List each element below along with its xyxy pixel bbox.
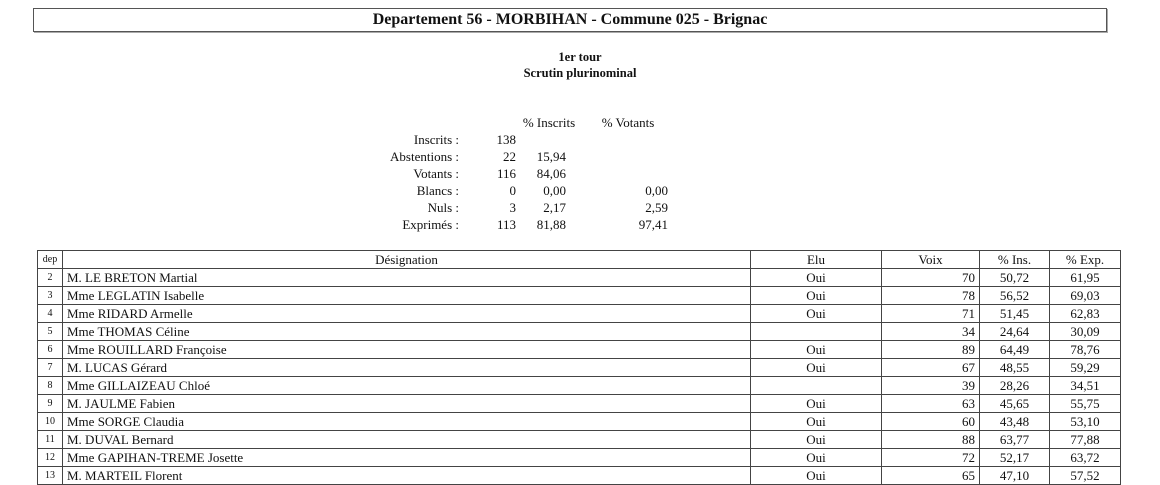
cell-pct-exp: 69,03 [1050, 287, 1121, 305]
summary-pct-votants: 0,00 [645, 183, 668, 198]
summary-pct-inscrits: 81,88 [536, 217, 566, 232]
cell-dep: 2 [38, 269, 63, 287]
table-row [38, 323, 1121, 341]
cell-voix: 60 [882, 413, 980, 431]
col-pct-ins: % Ins. [980, 251, 1050, 269]
results-table [37, 250, 1121, 485]
col-designation: Désignation [63, 251, 751, 269]
cell-voix: 88 [882, 431, 980, 449]
cell-designation: M. JAULME Fabien [63, 395, 751, 413]
cell-pct-exp: 55,75 [1050, 395, 1121, 413]
cell-designation: M. MARTEIL Florent [63, 467, 751, 485]
cell-pct-exp: 53,10 [1050, 413, 1121, 431]
cell-voix: 78 [882, 287, 980, 305]
col-dep: dep [38, 251, 63, 269]
cell-designation: Mme ROUILLARD Françoise [63, 341, 751, 359]
table-row [38, 341, 1121, 359]
summary-value: 138 [496, 132, 516, 147]
summary-label: Abstentions : [390, 149, 459, 164]
table-row [38, 467, 1121, 485]
cell-pct-ins: 28,26 [980, 377, 1050, 395]
cell-pct-ins: 52,17 [980, 449, 1050, 467]
cell-elu: Oui [751, 449, 882, 467]
summary-label: Nuls : [427, 200, 459, 215]
cell-pct-exp: 77,88 [1050, 431, 1121, 449]
summary-pct-votants: 2,59 [645, 200, 668, 215]
col-pct-inscrits: % Inscrits [522, 115, 576, 130]
summary-value: 116 [496, 166, 516, 181]
cell-pct-ins: 24,64 [980, 323, 1050, 341]
cell-designation: Mme RIDARD Armelle [63, 305, 751, 323]
cell-dep: 6 [38, 341, 63, 359]
cell-dep: 9 [38, 395, 63, 413]
cell-voix: 39 [882, 377, 980, 395]
page-title: Departement 56 - MORBIHAN - Commune 025 - Brignac [33, 8, 1107, 32]
summary-label: Inscrits : [413, 132, 459, 147]
cell-pct-ins: 48,55 [980, 359, 1050, 377]
table-row [38, 359, 1121, 377]
summary-pct-inscrits: 0,00 [543, 183, 566, 198]
cell-designation: M. DUVAL Bernard [63, 431, 751, 449]
summary-pct-inscrits: 2,17 [543, 200, 566, 215]
cell-elu [751, 377, 882, 395]
cell-pct-exp: 30,09 [1050, 323, 1121, 341]
cell-voix: 63 [882, 395, 980, 413]
cell-pct-exp: 62,83 [1050, 305, 1121, 323]
col-voix: Voix [882, 251, 980, 269]
cell-elu: Oui [751, 359, 882, 377]
cell-pct-ins: 43,48 [980, 413, 1050, 431]
cell-dep: 13 [38, 467, 63, 485]
table-row [38, 413, 1121, 431]
summary-pct-votants: 97,41 [638, 217, 668, 232]
col-pct-votants: % Votants [601, 115, 655, 130]
col-pct-exp: % Exp. [1050, 251, 1121, 269]
cell-dep: 10 [38, 413, 63, 431]
cell-dep: 11 [38, 431, 63, 449]
cell-designation: Mme GAPIHAN-TREME Josette [63, 449, 751, 467]
cell-dep: 7 [38, 359, 63, 377]
cell-pct-exp: 59,29 [1050, 359, 1121, 377]
cell-voix: 72 [882, 449, 980, 467]
cell-pct-exp: 78,76 [1050, 341, 1121, 359]
cell-pct-exp: 61,95 [1050, 269, 1121, 287]
summary-value: 3 [509, 200, 516, 215]
cell-voix: 70 [882, 269, 980, 287]
summary-pct-inscrits: 15,94 [536, 149, 566, 164]
cell-voix: 67 [882, 359, 980, 377]
table-row [38, 377, 1121, 395]
results-header-row [38, 251, 1121, 269]
cell-pct-ins: 63,77 [980, 431, 1050, 449]
cell-elu [751, 323, 882, 341]
table-row [38, 269, 1121, 287]
table-row [38, 305, 1121, 323]
cell-pct-ins: 45,65 [980, 395, 1050, 413]
table-row [38, 449, 1121, 467]
summary-label: Votants : [413, 166, 459, 181]
cell-voix: 34 [882, 323, 980, 341]
cell-dep: 8 [38, 377, 63, 395]
cell-designation: Mme GILLAIZEAU Chloé [63, 377, 751, 395]
cell-elu: Oui [751, 431, 882, 449]
cell-voix: 89 [882, 341, 980, 359]
cell-elu: Oui [751, 305, 882, 323]
cell-dep: 3 [38, 287, 63, 305]
summary-value: 0 [509, 183, 516, 198]
cell-dep: 5 [38, 323, 63, 341]
cell-pct-exp: 57,52 [1050, 467, 1121, 485]
cell-pct-ins: 51,45 [980, 305, 1050, 323]
cell-designation: M. LUCAS Gérard [63, 359, 751, 377]
table-row [38, 287, 1121, 305]
table-row [38, 395, 1121, 413]
summary-label: Exprimés : [402, 217, 459, 232]
summary-value: 22 [503, 149, 516, 164]
cell-pct-ins: 64,49 [980, 341, 1050, 359]
cell-dep: 12 [38, 449, 63, 467]
table-row [38, 431, 1121, 449]
ballot-type-label: Scrutin plurinominal [523, 66, 637, 80]
col-elu: Elu [751, 251, 882, 269]
cell-elu: Oui [751, 395, 882, 413]
cell-designation: M. LE BRETON Martial [63, 269, 751, 287]
summary-pct-inscrits: 84,06 [536, 166, 566, 181]
cell-pct-ins: 56,52 [980, 287, 1050, 305]
summary-label: Blancs : [416, 183, 459, 198]
cell-elu: Oui [751, 269, 882, 287]
cell-designation: Mme LEGLATIN Isabelle [63, 287, 751, 305]
cell-pct-exp: 34,51 [1050, 377, 1121, 395]
cell-elu: Oui [751, 287, 882, 305]
cell-pct-ins: 47,10 [980, 467, 1050, 485]
summary-value: 113 [496, 217, 516, 232]
cell-designation: Mme THOMAS Céline [63, 323, 751, 341]
cell-elu: Oui [751, 467, 882, 485]
cell-dep: 4 [38, 305, 63, 323]
cell-pct-exp: 63,72 [1050, 449, 1121, 467]
cell-designation: Mme SORGE Claudia [63, 413, 751, 431]
cell-elu: Oui [751, 341, 882, 359]
cell-elu: Oui [751, 413, 882, 431]
cell-voix: 65 [882, 467, 980, 485]
cell-pct-ins: 50,72 [980, 269, 1050, 287]
round-label: 1er tour [558, 50, 602, 64]
cell-voix: 71 [882, 305, 980, 323]
